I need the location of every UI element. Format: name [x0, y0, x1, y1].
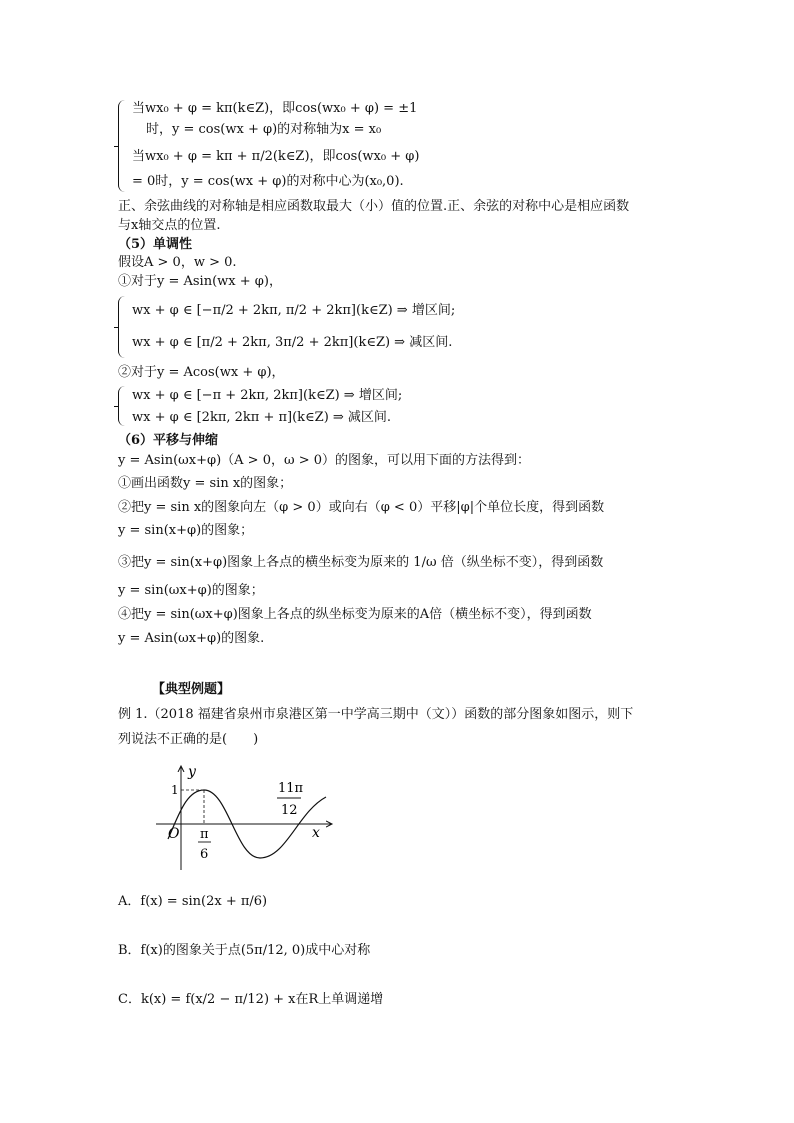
summary-line: 与x轴交点的位置.: [118, 218, 221, 233]
p11-numerator: 11π: [278, 781, 304, 796]
p11-denominator: 12: [281, 803, 298, 818]
shift-line: y = Asin(ωx+φ)（A > 0，ω > 0）的图象，可以用下面的方法得到：: [118, 453, 531, 468]
section-title: （6）平移与伸缩: [118, 433, 219, 448]
sin-intro: ①对于y = Asin(wx + φ)，: [118, 274, 282, 289]
option-a[interactable]: A．f(x) = sin(2x + π/6): [118, 894, 268, 909]
sin-decreasing: wx + φ ∈ [π/2 + 2kπ, 3π/2 + 2kπ](k∈Z) ⇒ 减区间.: [132, 335, 453, 350]
cos-decreasing: wx + φ ∈ [2kπ, 2kπ + π](k∈Z) ⇒ 减区间.: [132, 410, 392, 425]
shift-line: y = Asin(ωx+φ)的图象.: [118, 631, 265, 646]
case-line: 当wx₀ + φ = kπ(k∈Z)，即cos(wx₀ + φ) = ±1: [132, 101, 418, 116]
shift-line: ③把y = sin(x+φ)图象上各点的横坐标变为原来的 1/ω 倍（纵坐标不变），得到函数: [118, 555, 604, 570]
x-axis-label: x: [312, 825, 320, 841]
section-title: （5）单调性: [118, 237, 193, 252]
case-line: = 0时，y = cos(wx + φ)的对称中心为(x₀,0).: [132, 174, 404, 189]
example-line: 例 1.（2018 福建省泉州市泉港区第一中学高三期中（文））函数的部分图象如图示，则下: [118, 707, 634, 722]
one-label: 1: [171, 783, 179, 797]
y-axis-label: y: [188, 764, 196, 780]
sine-graph: [148, 762, 348, 872]
pi6-numerator: π: [200, 827, 209, 842]
case-line: 当wx₀ + φ = kπ + π/2(k∈Z)，即cos(wx₀ + φ): [132, 149, 420, 164]
examples-heading: 【典型例题】: [152, 682, 231, 697]
shift-line: y = sin(x+φ)的图象；: [118, 523, 254, 538]
sin-brace: [118, 296, 125, 358]
case-brace: [118, 100, 125, 192]
option-c[interactable]: C．k(x) = f(x/2 − π/12) + x在R上单调递增: [118, 992, 384, 1007]
case-line: 时，y = cos(wx + φ)的对称轴为x = x₀: [146, 122, 382, 137]
option-b[interactable]: B．f(x)的图象关于点(5π/12, 0)成中心对称: [118, 943, 371, 958]
cos-intro: ②对于y = Acos(wx + φ)，: [118, 365, 285, 380]
shift-line: y = sin(ωx+φ)的图象；: [118, 583, 264, 598]
pi6-denominator: 6: [200, 847, 209, 862]
sin-increasing: wx + φ ∈ [−π/2 + 2kπ, π/2 + 2kπ](k∈Z) ⇒ 增区间;: [132, 303, 456, 318]
shift-line: ④把y = sin(ωx+φ)图象上各点的纵坐标变为原来的A倍（横坐标不变），得到函数: [118, 607, 592, 622]
cos-increasing: wx + φ ∈ [−π + 2kπ, 2kπ](k∈Z) ⇒ 增区间;: [132, 388, 403, 403]
assumption-line: 假设A > 0，w > 0.: [118, 255, 237, 270]
cos-brace: [118, 386, 125, 426]
summary-line: 正、余弦曲线的对称轴是相应函数取最大（小）值的位置.正、余弦的对称中心是相应函数: [118, 199, 630, 214]
shift-line: ②把y = sin x的图象向左（φ > 0）或向右（φ < 0）平移|φ|个单位长度，得到函数: [118, 500, 605, 515]
example-line: 列说法不正确的是( ): [118, 732, 259, 747]
shift-line: ①画出函数y = sin x的图象；: [118, 476, 293, 491]
origin-label: O: [168, 826, 180, 842]
